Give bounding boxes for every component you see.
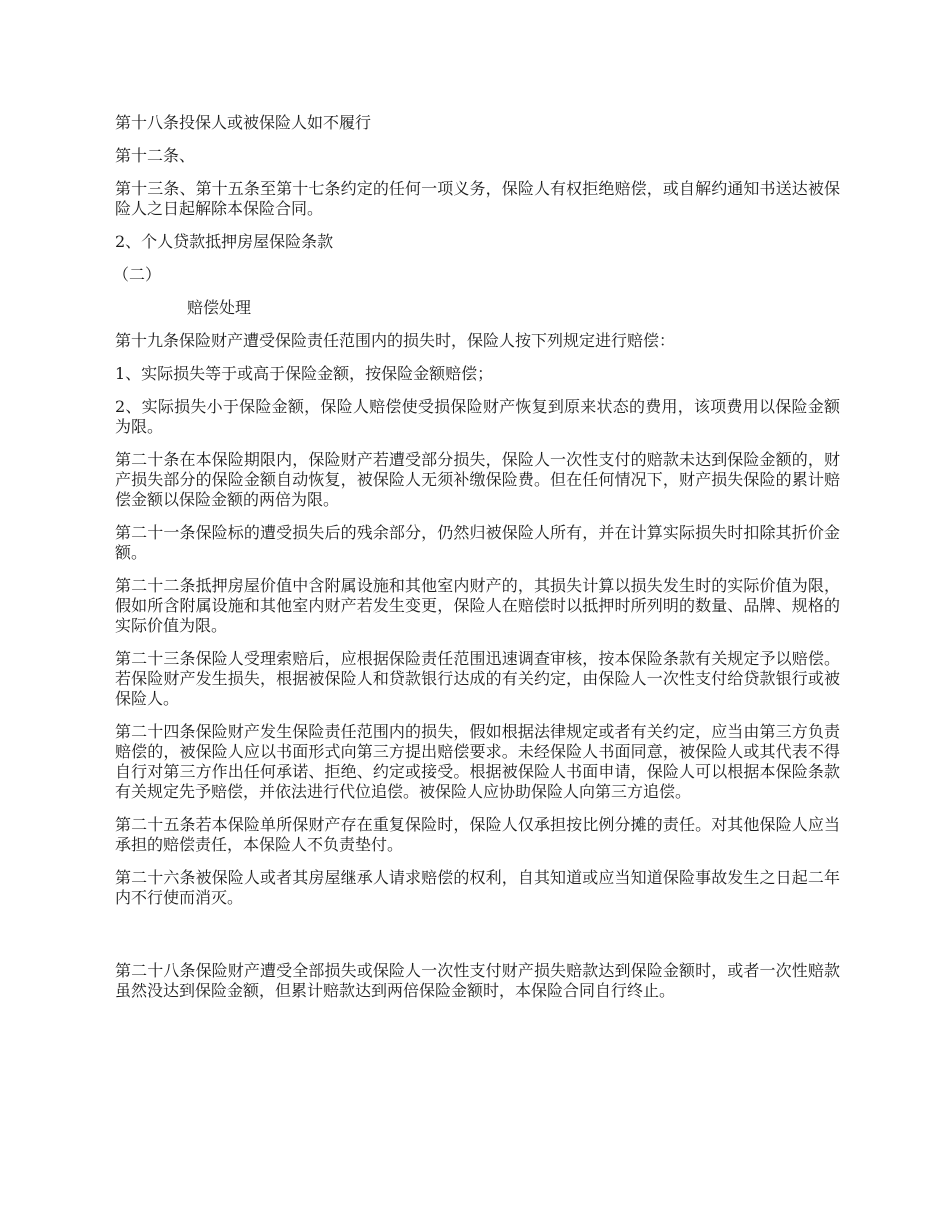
subsection-number: （二）: [113, 265, 162, 284]
clause-12-ref: 第十二条、: [115, 146, 196, 165]
clause-24: 第二十四条保险财产发生保险责任范围内的损失，假如根据法律规定或者有关约定，应当由第三方负责赔偿的，被保险人应以书面形式向第三方提出赔偿要求。未经保险人书面同意，被保险人或其代表不得自行对第三方作出任何承诺、拒绝、约定或接受。根据被保险人书面申请，保险人可以根据本保险条款有关规定先予赔偿，并依法进行代位追偿。被保险人应协助保险人向第三方追偿。: [115, 722, 840, 801]
document-page: [115, 113, 840, 1014]
clause-26: 第二十六条被保险人或者其房屋继承人请求赔偿的权利，自其知道或应当知道保险事故发生之日起二年内不行使而消灭。: [115, 868, 840, 907]
blank-gap: [115, 921, 840, 961]
clause-19-item-2: 2、实际损失小于保险金额，保险人赔偿使受损保险财产恢复到原来状态的费用，该项费用以保险金额为限。: [115, 397, 840, 436]
clause-21: 第二十一条保险标的遭受损失后的残余部分，仍然归被保险人所有，并在计算实际损失时扣除其折价金额。: [115, 523, 840, 562]
clause-25: 第二十五条若本保险单所保财产存在重复保险时，保险人仅承担按比例分摊的责任。对其他保险人应当承担的赔偿责任，本保险人不负责垫付。: [115, 815, 840, 854]
section-title-mortgage-insurance: 2、个人贷款抵押房屋保险条款: [115, 232, 334, 251]
clause-20: 第二十条在本保险期限内，保险财产若遭受部分损失，保险人一次性支付的赔款未达到保险金额的，财产损失部分的保险金额自动恢复，被保险人无须补缴保险费。但在任何情况下，财产损失保险的累计赔偿金额以保险金额的两倍为限。: [115, 450, 840, 509]
clause-13-obligations: 第十三条、第十五条至第十七条约定的任何一项义务，保险人有权拒绝赔偿，或自解约通知书送达被保险人之日起解除本保险合同。: [115, 179, 840, 218]
clause-22: 第二十二条抵押房屋价值中含附属设施和其他室内财产的，其损失计算以损失发生时的实际价值为限，假如所含附属设施和其他室内财产若发生变更，保险人在赔偿时以抵押时所列明的数量、品牌、规格的实际价值为限。: [115, 576, 840, 635]
clause-28: 第二十八条保险财产遭受全部损失或保险人一次性支付财产损失赔款达到保险金额时，或者一次性赔款虽然没达到保险金额，但累计赔款达到两倍保险金额时，本保险合同自行终止。: [115, 961, 840, 1000]
clause-19: 第十九条保险财产遭受保险责任范围内的损失时，保险人按下列规定进行赔偿：: [115, 331, 676, 350]
clause-18-intro: 第十八条投保人或被保险人如不履行: [115, 113, 372, 132]
clause-19-item-1: 1、实际损失等于或高于保险金额，按保险金额赔偿；: [115, 364, 494, 383]
clause-23: 第二十三条保险人受理索赔后，应根据保险责任范围迅速调查审核，按本保险条款有关规定予以赔偿。若保险财产发生损失，根据被保险人和贷款银行达成的有关约定，由保险人一次性支付给贷款银行或被保险人。: [115, 649, 840, 708]
section-heading-claims: 赔偿处理: [187, 298, 252, 317]
